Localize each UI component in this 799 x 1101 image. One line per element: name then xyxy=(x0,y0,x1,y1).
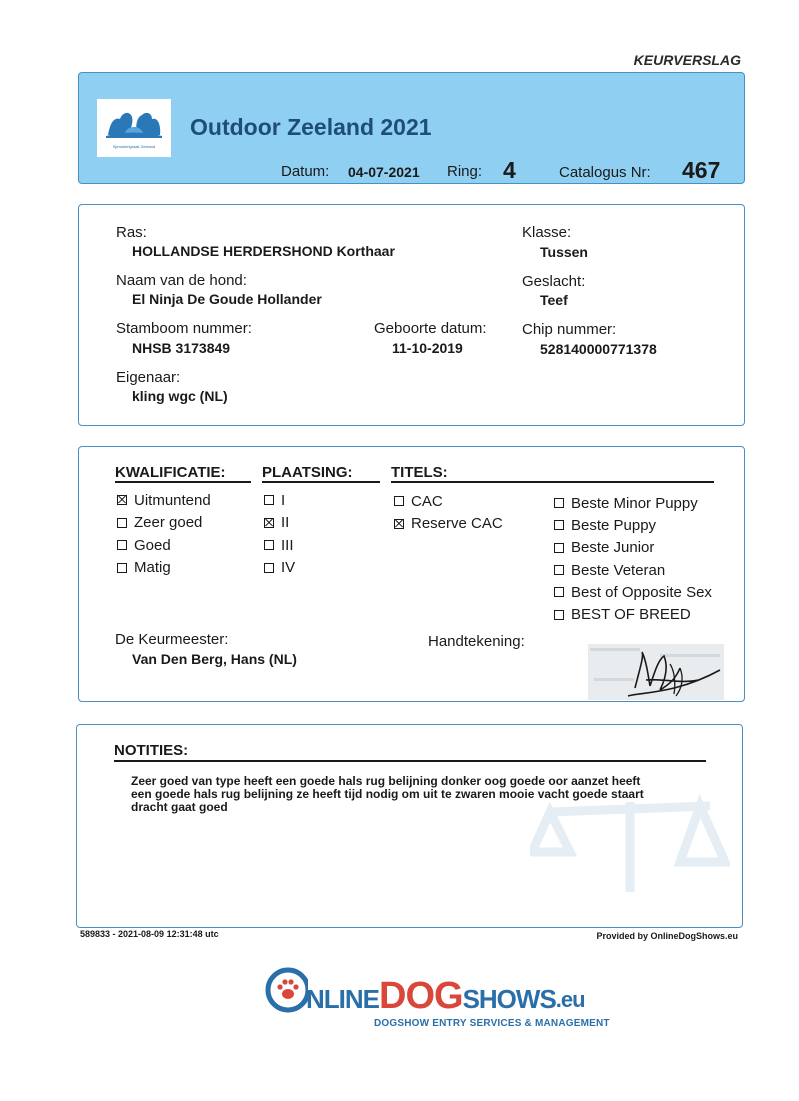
keurmeester-value: Van Den Berg, Hans (NL) xyxy=(132,651,297,667)
checkbox-icon[interactable] xyxy=(554,543,564,553)
best-award-option-label: BEST OF BREED xyxy=(571,606,691,624)
plaatsing-heading: PLAATSING: xyxy=(262,464,353,481)
best-award-option[interactable] xyxy=(554,581,712,603)
kwalificatie-rule xyxy=(115,481,251,483)
record-stamp: 589833 - 2021-08-09 12:31:48 utc xyxy=(80,929,219,939)
plaatsing-option-label: II xyxy=(281,514,290,532)
kwalificatie-option[interactable] xyxy=(117,489,211,512)
stamboom-value: NHSB 3173849 xyxy=(132,340,231,356)
titel-option[interactable] xyxy=(394,513,503,536)
signature xyxy=(580,638,725,704)
checkbox-icon[interactable] xyxy=(264,540,274,550)
checkbox-icon[interactable] xyxy=(117,518,127,528)
brand-part-dog: DOG xyxy=(379,975,463,1017)
handtekening-label: Handtekening: xyxy=(428,633,525,650)
plaatsing-option[interactable] xyxy=(264,534,295,557)
titel-option-label: CAC xyxy=(411,492,443,510)
ras-label: Ras: xyxy=(116,224,147,241)
plaatsing-option[interactable] xyxy=(264,512,295,535)
brand-part-eu: .eu xyxy=(555,987,585,1012)
paw-ring-icon xyxy=(264,966,308,1016)
titels-list xyxy=(394,490,503,535)
catalogus-value: 467 xyxy=(682,157,721,183)
ras-value: HOLLANDSE HERDERSHOND Korthaar xyxy=(132,243,395,259)
dogs-logo-icon xyxy=(104,105,164,139)
kwalificatie-option-label: Goed xyxy=(134,536,171,554)
best-awards-list xyxy=(554,492,712,626)
best-award-option[interactable] xyxy=(554,492,712,514)
checked-box-icon[interactable] xyxy=(117,495,127,505)
notes-rule xyxy=(114,760,706,762)
geslacht-label: Geslacht: xyxy=(522,273,586,290)
notes-line: dracht gaat goed xyxy=(131,800,228,814)
plaatsing-option[interactable] xyxy=(264,557,295,580)
geboorte-value: 11-10-2019 xyxy=(392,340,463,356)
brand-tagline: DOGSHOW ENTRY SERVICES & MANAGEMENT xyxy=(374,1018,610,1029)
kwalificatie-option[interactable] xyxy=(117,512,211,535)
best-award-option-label: Beste Veteran xyxy=(571,561,666,579)
plaatsing-option-label: I xyxy=(281,491,286,509)
provided-by: Provided by OnlineDogShows.eu xyxy=(596,931,738,941)
kwalificatie-option-label: Matig xyxy=(134,559,171,577)
checkbox-icon[interactable] xyxy=(554,610,564,620)
plaatsing-list xyxy=(264,489,295,579)
chip-value: 528140000771378 xyxy=(540,341,657,357)
titel-option[interactable] xyxy=(394,490,503,513)
best-award-option-label: Beste Minor Puppy xyxy=(571,494,698,512)
kwalificatie-option-label: Uitmuntend xyxy=(134,491,211,509)
titels-rule xyxy=(391,481,714,483)
catalogus-label: Catalogus Nr: xyxy=(559,164,651,181)
kwalificatie-list xyxy=(117,489,211,579)
chip-label: Chip nummer: xyxy=(522,321,617,338)
klasse-label: Klasse: xyxy=(522,224,572,241)
checked-box-icon[interactable] xyxy=(264,518,274,528)
plaatsing-option-label: IV xyxy=(281,559,296,577)
notes-heading: NOTITIES: xyxy=(114,742,189,759)
checkbox-icon[interactable] xyxy=(117,563,127,573)
stamboom-label: Stamboom nummer: xyxy=(116,320,252,337)
checkbox-icon[interactable] xyxy=(554,587,564,597)
eigenaar-value: kling wgc (NL) xyxy=(132,388,228,404)
geboorte-label: Geboorte datum: xyxy=(374,320,487,337)
klasse-value: Tussen xyxy=(540,244,588,260)
kwalificatie-option[interactable] xyxy=(117,534,211,557)
club-logo-text: Sjeruklerigraak Zeeland xyxy=(112,144,156,149)
checkbox-icon[interactable] xyxy=(117,540,127,550)
ring-label: Ring: xyxy=(447,163,483,180)
notes-line: een goede hals rug belijning ze heeft tijd nodig om uit te zwaren mooie vacht goede staart xyxy=(131,787,644,801)
best-award-option-label: Beste Puppy xyxy=(571,516,657,534)
best-award-option[interactable] xyxy=(554,603,712,625)
club-logo xyxy=(97,99,171,157)
checkbox-icon[interactable] xyxy=(394,496,404,506)
kwalificatie-option[interactable] xyxy=(117,557,211,580)
plaatsing-option[interactable] xyxy=(264,489,295,512)
best-award-option-label: Beste Junior xyxy=(571,539,655,557)
checkbox-icon[interactable] xyxy=(264,563,274,573)
ring-value: 4 xyxy=(503,157,516,183)
best-award-option[interactable] xyxy=(554,559,712,581)
onlinedogshows-logo xyxy=(264,966,585,1016)
keurmeester-label: De Keurmeester: xyxy=(115,631,229,648)
show-title: Outdoor Zeeland 2021 xyxy=(190,114,432,140)
eigenaar-label: Eigenaar: xyxy=(116,369,181,386)
checkbox-icon[interactable] xyxy=(554,498,564,508)
naam-value: El Ninja De Goude Hollander xyxy=(132,291,322,307)
best-award-option[interactable] xyxy=(554,537,712,559)
document-type: KEURVERSLAG xyxy=(633,52,741,68)
checked-box-icon[interactable] xyxy=(394,519,404,529)
kwalificatie-option-label: Zeer goed xyxy=(134,514,203,532)
checkbox-icon[interactable] xyxy=(554,565,564,575)
naam-label: Naam van de hond: xyxy=(116,272,247,289)
brand-part-shows: SHOWS xyxy=(462,984,556,1014)
best-award-option[interactable] xyxy=(554,514,712,536)
best-award-option-label: Best of Opposite Sex xyxy=(571,583,712,601)
datum-label: Datum: xyxy=(281,163,330,180)
titels-heading: TITELS: xyxy=(391,464,448,481)
plaatsing-rule xyxy=(262,481,380,483)
checkbox-icon[interactable] xyxy=(554,520,564,530)
datum-value: 04-07-2021 xyxy=(348,164,420,180)
kwalificatie-heading: KWALIFICATIE: xyxy=(115,464,226,481)
notes-line: Zeer goed van type heeft een goede hals rug belijning donker oog goede oor aanzet heeft xyxy=(131,774,641,788)
brand-part-online: NLINE xyxy=(306,984,379,1014)
checkbox-icon[interactable] xyxy=(264,495,274,505)
titel-option-label: Reserve CAC xyxy=(411,515,503,533)
plaatsing-option-label: III xyxy=(281,536,294,554)
geslacht-value: Teef xyxy=(540,292,568,308)
